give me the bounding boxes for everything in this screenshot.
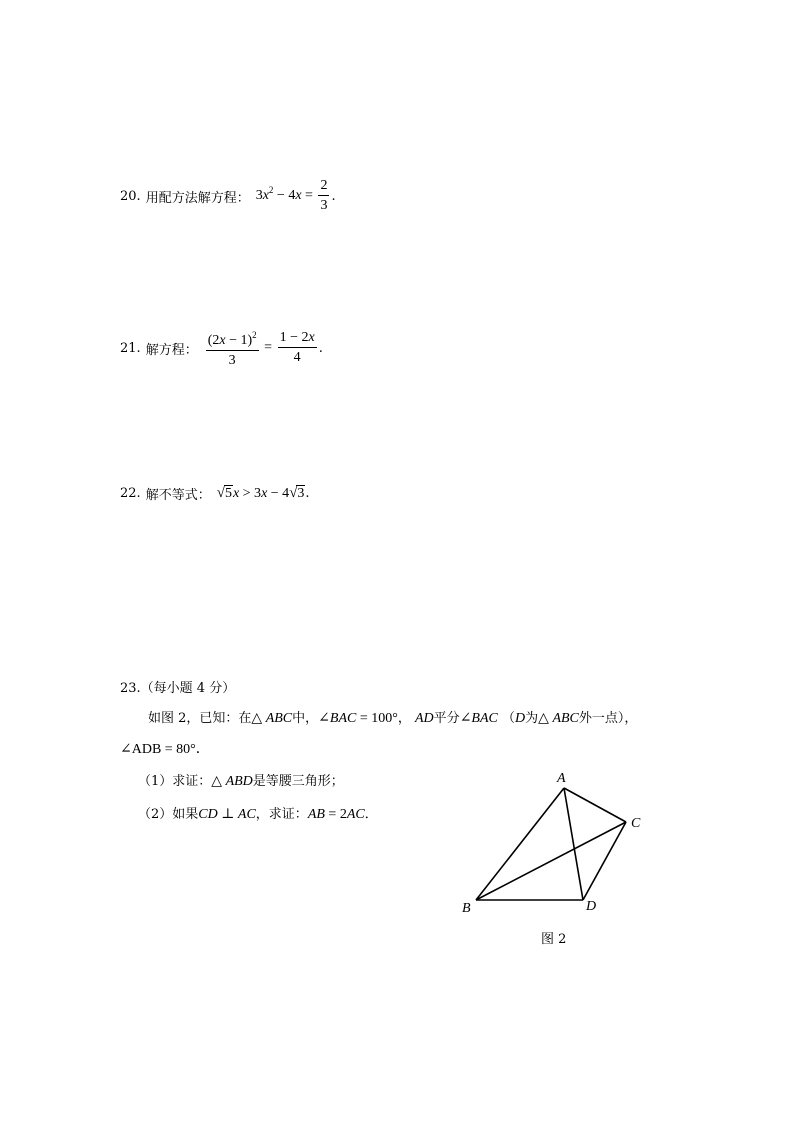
period: . xyxy=(305,485,310,501)
question-22 xyxy=(120,482,310,504)
question-prompt: 用配方法解方程： xyxy=(145,190,250,206)
question-prompt: 解方程： xyxy=(145,342,198,358)
inequality: √5x > 3x − 4√3 xyxy=(216,484,305,501)
question-prompt: 解不等式： xyxy=(145,487,211,503)
vertex-label-d: D xyxy=(586,899,597,914)
question-23-intro: 如图 2，已知：在△ ABC中，∠BAC = 100°， AD平分∠BAC （D为△ ABC外一点）， xyxy=(148,711,638,726)
vertex-label-a: A xyxy=(557,771,566,786)
segment-bc xyxy=(476,822,626,900)
equation: $\frac{(2x - 1)^2}{3}$ = $\frac{1 - 2x}{4}$ xyxy=(204,327,319,369)
question-20 xyxy=(120,176,336,216)
segment-ac xyxy=(564,788,626,822)
segment-ab xyxy=(476,788,564,900)
equation: $3x^2 - 4x$ = $\frac{2}{3}$ xyxy=(255,178,328,213)
question-21 xyxy=(120,328,323,368)
question-number: 20. xyxy=(120,188,141,204)
period: . xyxy=(318,340,323,356)
question-23-part-2: （2）如果CD ⊥ AC，求证：AB = 2AC． xyxy=(138,807,378,822)
period: . xyxy=(331,188,336,204)
question-23-part-1: （1）求证：△ ABD是等腰三角形； xyxy=(138,774,344,789)
question-23-header: 23.（每小题 4 分） xyxy=(120,681,236,696)
vertex-label-c: C xyxy=(631,816,641,831)
question-number: 22. xyxy=(120,485,141,501)
figure-caption: 图 2 xyxy=(541,932,567,947)
question-number: 21. xyxy=(120,340,141,356)
vertex-label-b: B xyxy=(462,901,471,916)
geometry-figure xyxy=(440,760,660,920)
segment-ad xyxy=(564,788,583,900)
question-23-angle: ∠ADB = 80°． xyxy=(120,742,210,757)
